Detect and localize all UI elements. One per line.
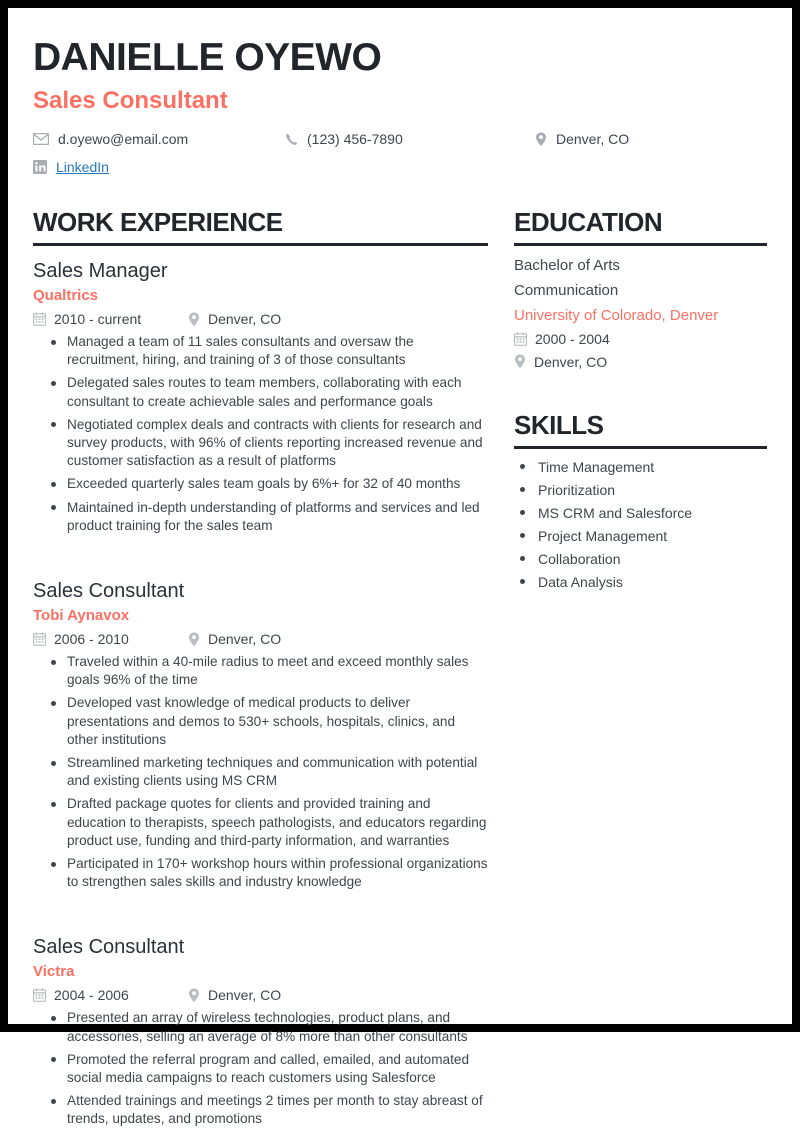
person-title: Sales Consultant xyxy=(33,87,228,114)
skill-item: Time Management xyxy=(518,459,767,475)
calendar-icon xyxy=(33,988,46,1002)
education-heading: EDUCATION xyxy=(514,207,767,246)
person-name: DANIELLE OYEWO xyxy=(33,36,382,79)
calendar-icon xyxy=(33,312,46,326)
job-title: Sales Consultant xyxy=(33,580,185,603)
job-bullet: Negotiated complex deals and contracts with clients for research and survey products, with 96% of clients reporting increased revenue and customer satisfaction as a result of platforms xyxy=(51,416,488,471)
job-entry-2 xyxy=(33,580,488,891)
contact-email xyxy=(33,131,285,147)
contact-row-2 xyxy=(33,159,767,175)
job-bullet-list xyxy=(33,1009,488,1128)
location-pin-icon xyxy=(188,312,200,327)
job-bullet: Delegated sales routes to team members, collaborating with each consultant to create achievable sales and performance goals xyxy=(51,374,488,410)
job-bullet: Maintained in-depth understanding of platforms and services and led product training for the sales team xyxy=(51,499,488,535)
job-bullet: Promoted the referral program and called, emailed, and automated social media campaigns to reach customers using Salesforce xyxy=(51,1051,488,1087)
job-meta xyxy=(33,311,488,327)
job-bullet-list xyxy=(33,653,488,891)
job-dates-text: 2010 - current xyxy=(54,311,142,327)
job-bullet: Traveled within a 40-mile radius to meet and exceed monthly sales goals 96% of the time xyxy=(51,653,488,689)
job-entry-1 xyxy=(33,260,488,535)
location-pin-icon xyxy=(535,132,547,147)
location-pin-icon xyxy=(188,632,200,647)
job-meta xyxy=(33,631,488,647)
skills-list xyxy=(514,459,767,590)
job-entry-3 xyxy=(33,936,488,1128)
company-name: Victra xyxy=(33,963,75,981)
work-experience-section xyxy=(33,207,488,1134)
job-bullet: Participated in 170+ workshop hours within professional organizations to strengthen sales skills and industry knowledge xyxy=(51,855,488,891)
job-dates xyxy=(33,311,188,327)
job-location-text: Denver, CO xyxy=(208,631,282,648)
education-location-text: Denver, CO xyxy=(534,353,608,370)
education-dates-text: 2000 - 2004 xyxy=(535,330,610,347)
job-meta xyxy=(33,987,488,1003)
job-title: Sales Consultant xyxy=(33,936,185,959)
contact-location xyxy=(535,131,629,147)
skill-item: Prioritization xyxy=(518,482,767,498)
skills-heading: SKILLS xyxy=(514,410,767,449)
job-bullet: Managed a team of 11 sales consultants and oversaw the recruitment, hiring, and training of 3 of those consultants xyxy=(51,333,488,369)
company-name: Tobi Aynavox xyxy=(33,607,130,625)
job-dates xyxy=(33,631,188,647)
job-bullet-list xyxy=(33,333,488,535)
school-name: University of Colorado, Denver xyxy=(514,306,719,324)
email-text: d.oyewo@email.com xyxy=(58,131,189,147)
job-bullet: Presented an array of wireless technologies, product plans, and accessories, selling an average of 8% more than other consultants xyxy=(51,1009,488,1045)
job-dates-text: 2006 - 2010 xyxy=(54,631,129,648)
calendar-icon xyxy=(514,332,527,346)
skill-item: Project Management xyxy=(518,528,767,544)
location-pin-icon xyxy=(514,354,526,369)
job-bullet: Attended trainings and meetings 2 times per month to stay abreast of trends, updates, and promotions xyxy=(51,1092,488,1128)
skill-item: Collaboration xyxy=(518,551,767,567)
job-location xyxy=(188,311,281,327)
calendar-icon xyxy=(33,632,46,646)
education-dates xyxy=(514,331,767,347)
phone-text: (123) 456-7890 xyxy=(307,131,403,147)
resume-page xyxy=(8,8,792,1127)
company-name: Qualtrics xyxy=(33,287,99,304)
degree: Bachelor of Arts xyxy=(514,257,620,274)
location-text: Denver, CO xyxy=(556,131,630,147)
phone-icon xyxy=(285,133,298,146)
body-columns xyxy=(33,207,767,1134)
location-pin-icon xyxy=(188,988,200,1003)
education-section xyxy=(514,207,767,370)
contact-phone xyxy=(285,131,535,147)
linkedin-link[interactable]: LinkedIn xyxy=(56,159,109,175)
skill-item: Data Analysis xyxy=(518,574,767,590)
job-bullet: Drafted package quotes for clients and provided training and education to therapists, speech pathologists, and educators regarding product use, funding and third-party information, and warranties xyxy=(51,795,488,850)
field-of-study: Communication xyxy=(514,282,619,300)
skills-section xyxy=(514,410,767,590)
job-location-text: Denver, CO xyxy=(208,987,282,1004)
job-title: Sales Manager xyxy=(33,260,168,282)
contact-row-1 xyxy=(33,131,767,147)
contact-linkedin xyxy=(33,159,109,175)
job-bullet: Streamlined marketing techniques and communication with potential and existing clients using MS CRM xyxy=(51,754,488,790)
job-dates-text: 2004 - 2006 xyxy=(54,987,129,1004)
skill-item: MS CRM and Salesforce xyxy=(518,505,767,521)
resume-header xyxy=(33,38,767,175)
job-location xyxy=(188,631,281,647)
linkedin-icon xyxy=(33,160,47,174)
education-location xyxy=(514,354,767,370)
job-bullet: Developed vast knowledge of medical products to deliver presentations and demos to 530+ schools, hospitals, clinics, and other institutions xyxy=(51,694,488,749)
job-location-text: Denver, CO xyxy=(208,311,282,327)
email-icon xyxy=(33,133,49,145)
job-location xyxy=(188,987,281,1003)
right-column xyxy=(514,207,767,1134)
job-bullet: Exceeded quarterly sales team goals by 6%+ for 32 of 40 months xyxy=(51,475,488,493)
work-experience-heading: WORK EXPERIENCE xyxy=(33,207,488,246)
job-dates xyxy=(33,987,188,1003)
